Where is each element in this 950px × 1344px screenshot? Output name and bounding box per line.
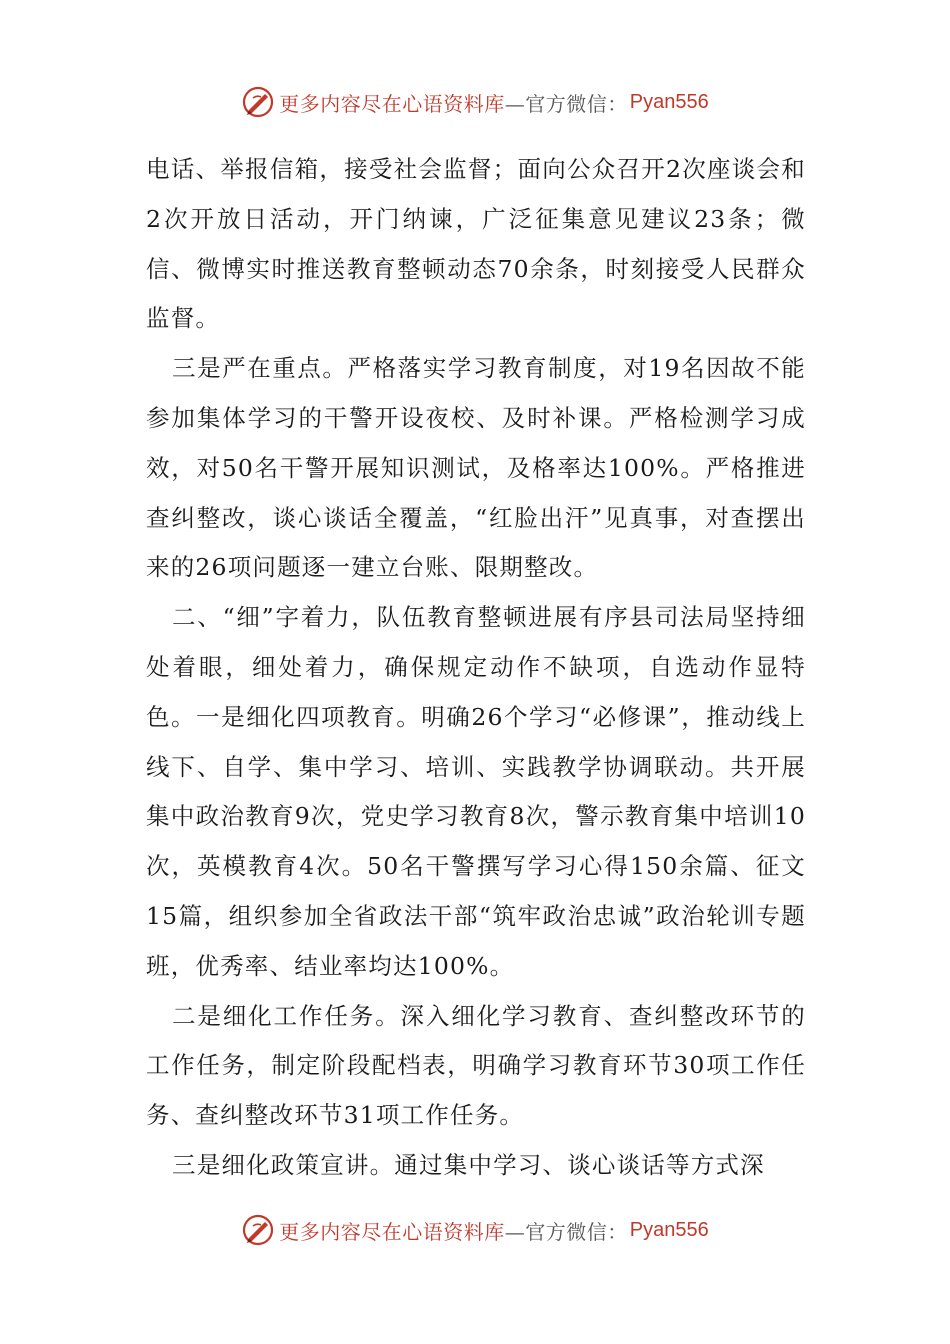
document-body [146,145,806,1191]
footer-banner [0,1210,950,1250]
paragraph-work-tasks: 二是细化工作任务。深入细化学习教育、查纠整改环节的工作任务，制定阶段配档表，明确学习教育环节30项工作任务、查纠整改环节31项工作任务。 [146,1001,806,1130]
pen-logo-icon [241,85,275,119]
header-wechat-id: Pyan556 [629,90,709,113]
paragraph-strict-key-points: 三是严在重点。严格落实学习教育制度，对19名因故不能参加集体学习的干警开设夜校、及时补课。严格检测学习成效，对50名干警开展知识测试，及格率达100%。严格推进查纠整改，谈心谈话全覆盖，“红脸出汗”见真事，对查摆出来的26项问题逐一建立台账、限期整改。 [146,354,806,582]
header-brand-text: 更多内容尽在心语资料库 [279,91,505,116]
paragraph-policy-lectures: 三是细化政策宣讲。通过集中学习、谈心谈话等方式深 [172,1150,765,1179]
pen-logo-icon [241,1213,275,1247]
header-banner [0,82,950,122]
footer-wechat-id: Pyan556 [629,1218,709,1241]
header-dash-text: —官方微信： [504,91,628,116]
footer-brand-text: 更多内容尽在心语资料库 [279,1219,505,1244]
paragraph-section-two: 二、“细”字着力，队伍教育整顿进展有序县司法局坚持细处着眼，细处着力，确保规定动作不缺项，自选动作显特色。一是细化四项教育。明确26个学习“必修课”，推动线上线下、自学、集中学习、培训、实践教学协调联动。共开展集中政治教育9次，党史学习教育8次，警示教育集中培训10次，英模教育4次。50名干警撰写学习心得150余篇、征文15篇，组织参加全省政法干部“筑牢政治忠诚”政治轮训专题班，优秀率、结业率均达100%。 [146,603,806,980]
paragraph-continued: 电话、举报信箱，接受社会监督；面向公众召开2次座谈会和2次开放日活动，开门纳谏，广泛征集意见建议23条；微信、微博实时推送教育整顿动态70余条，时刻接受人民群众监督。 [146,155,806,333]
footer-dash-text: —官方微信： [504,1219,628,1244]
